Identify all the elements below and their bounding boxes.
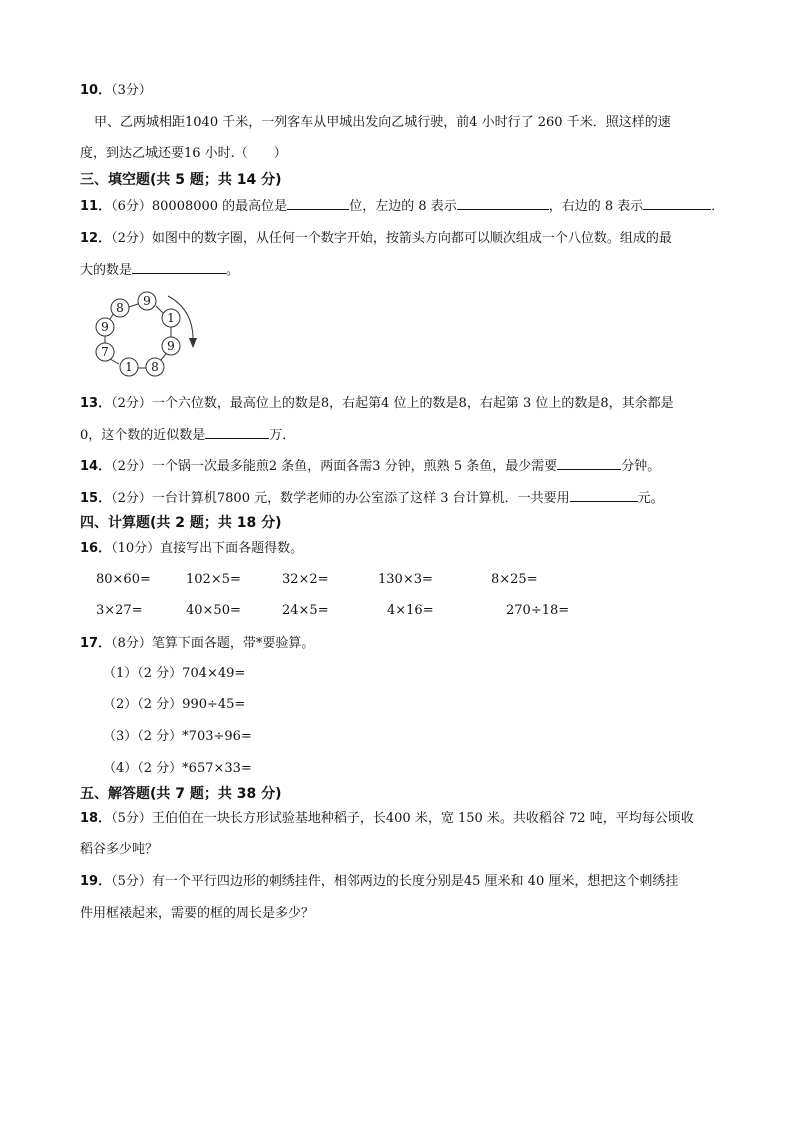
q18-text: 王伯伯在一块长方形试验基地种稻子，长400 米，宽 150 米。共收稻谷 72 吨，平均每公顷收	[151, 811, 694, 826]
ring-digit-6: 1	[125, 360, 133, 374]
q13-text: 一个六位数，最高位上的数是8，右起第4 位上的数是8，右起第 3 位上的数是8，其余都是	[151, 396, 674, 411]
q15-text-a: 一台计算机7800 元，数学老师的办公室添了这样 3 台计算机．一共要用	[151, 491, 570, 506]
q18-line2: 稻谷多少吨？	[80, 842, 159, 857]
q18-number: 18．	[80, 811, 112, 826]
q12-text-2a: 大的数是	[80, 263, 133, 278]
q17-item-1: （1）（2 分）704×49=	[103, 666, 246, 681]
q13-text-2b: 万．	[269, 428, 296, 443]
q11-score: （6分）	[111, 199, 152, 214]
q11-text-4: ．	[711, 199, 725, 214]
q15-number: 15．	[80, 491, 112, 506]
q16-header	[80, 540, 303, 558]
q12-number: 12．	[80, 231, 112, 246]
q13-number: 13．	[80, 396, 112, 411]
q17-score: （8分）	[111, 636, 152, 651]
q10-number: 10．	[80, 83, 112, 98]
q10-line2: 度，到达乙城还要16 小时.（ ）	[80, 146, 287, 161]
ring-digit-5: 8	[151, 360, 159, 374]
ring-digit-4: 9	[167, 339, 175, 353]
q16-text: 直接写出下面各题得数。	[160, 541, 304, 556]
calc-item: 80×60=	[96, 572, 151, 587]
q11-blank-3[interactable]	[643, 196, 711, 210]
q13-text-2a: 0，这个数的近似数是	[80, 428, 206, 443]
q14-text-b: 分钟。	[621, 459, 661, 474]
calc-item: 8×25=	[491, 572, 538, 587]
calc-item: 3×27=	[96, 603, 143, 618]
ring-digit-8: 9	[101, 320, 109, 334]
q14-text-a: 一个锅一次最多能煎2 条鱼，两面各需3 分钟，煎熟 5 条鱼，最少需要	[151, 459, 558, 474]
q18-line1	[80, 810, 694, 828]
q17-item-3: （3）（2 分）*703÷96=	[103, 729, 252, 744]
calc-item: 40×50=	[186, 603, 241, 618]
q11	[80, 196, 724, 216]
q12-score: （2分）	[111, 231, 152, 246]
q13-line2	[80, 425, 295, 445]
q14-score: （2分）	[111, 459, 152, 474]
section-4-title: 四、计算题(共 2 题；共 18 分)	[80, 515, 282, 531]
q12-text: 如图中的数字圈，从任何一个数字开始，按箭头方向都可以顺次组成一个八位数。组成的最	[151, 231, 672, 246]
q13-score: （2分）	[111, 396, 152, 411]
ring-digit-3: 1	[167, 311, 175, 325]
calc-item: 24×5=	[282, 603, 329, 618]
calc-item: 130×3=	[378, 572, 433, 587]
q15-text-b: 元。	[637, 491, 664, 506]
q17-header	[80, 635, 314, 653]
q19-text: 有一个平行四边形的刺绣挂件，相邻两边的长度分别是45 厘米和 40 厘米，想把这个刺绣挂	[151, 874, 679, 889]
q11-blank-2[interactable]	[457, 196, 549, 210]
q15-score: （2分）	[111, 491, 152, 506]
q10-line1: 甲、乙两城相距1040 千米，一列客车从甲城出发向乙城行驶，前4 小时行了 260 千米．照这样的速	[94, 115, 671, 130]
section-5-title: 五、解答题(共 7 题；共 38 分)	[80, 786, 282, 802]
q14	[80, 456, 660, 476]
q10-header	[80, 82, 152, 100]
q12-blank[interactable]	[132, 260, 226, 274]
q15-blank[interactable]	[570, 488, 638, 502]
number-ring-figure	[90, 290, 210, 386]
arrow-head-icon	[189, 338, 197, 348]
q12-text-2b: 。	[226, 263, 240, 278]
q11-blank-1[interactable]	[287, 196, 349, 210]
q14-blank[interactable]	[557, 456, 621, 470]
q12-line1	[80, 230, 672, 248]
q12-line2	[80, 260, 239, 280]
calc-item: 102×5=	[186, 572, 241, 587]
q11-text-1: 80008000 的最高位是	[151, 199, 288, 214]
q17-item-2: （2）（2 分）990÷45=	[103, 697, 246, 712]
q10-score: （3分）	[111, 83, 152, 98]
section-3-title: 三、填空题(共 5 题；共 14 分)	[80, 172, 282, 188]
q19-score: （5分）	[111, 874, 152, 889]
q17-number: 17．	[80, 636, 112, 651]
q11-text-2: 位，左边的 8 表示	[349, 199, 457, 214]
ring-digit-2: 9	[143, 294, 151, 308]
q13-blank[interactable]	[205, 425, 269, 439]
q19-line1	[80, 873, 678, 891]
q11-number: 11．	[80, 199, 112, 214]
q19-line2: 件用框裱起来，需要的框的周长是多少？	[80, 906, 315, 921]
q14-number: 14．	[80, 459, 112, 474]
q16-number: 16．	[80, 541, 112, 556]
q13-line1	[80, 395, 674, 413]
q17-item-4: （4）（2 分）*657×33=	[103, 761, 252, 776]
calc-item: 4×16=	[387, 603, 434, 618]
calc-item: 32×2=	[282, 572, 329, 587]
q15	[80, 488, 664, 508]
ring-digit-7: 7	[101, 345, 109, 359]
ring-digit-1: 8	[116, 301, 124, 315]
q17-text: 笔算下面各题，带*要验算。	[151, 636, 315, 651]
q16-score: （10分）	[111, 541, 161, 556]
calc-item: 270÷18=	[506, 603, 570, 618]
q19-number: 19．	[80, 874, 112, 889]
q11-text-3: ，右边的 8 表示	[548, 199, 644, 214]
q18-score: （5分）	[111, 811, 152, 826]
